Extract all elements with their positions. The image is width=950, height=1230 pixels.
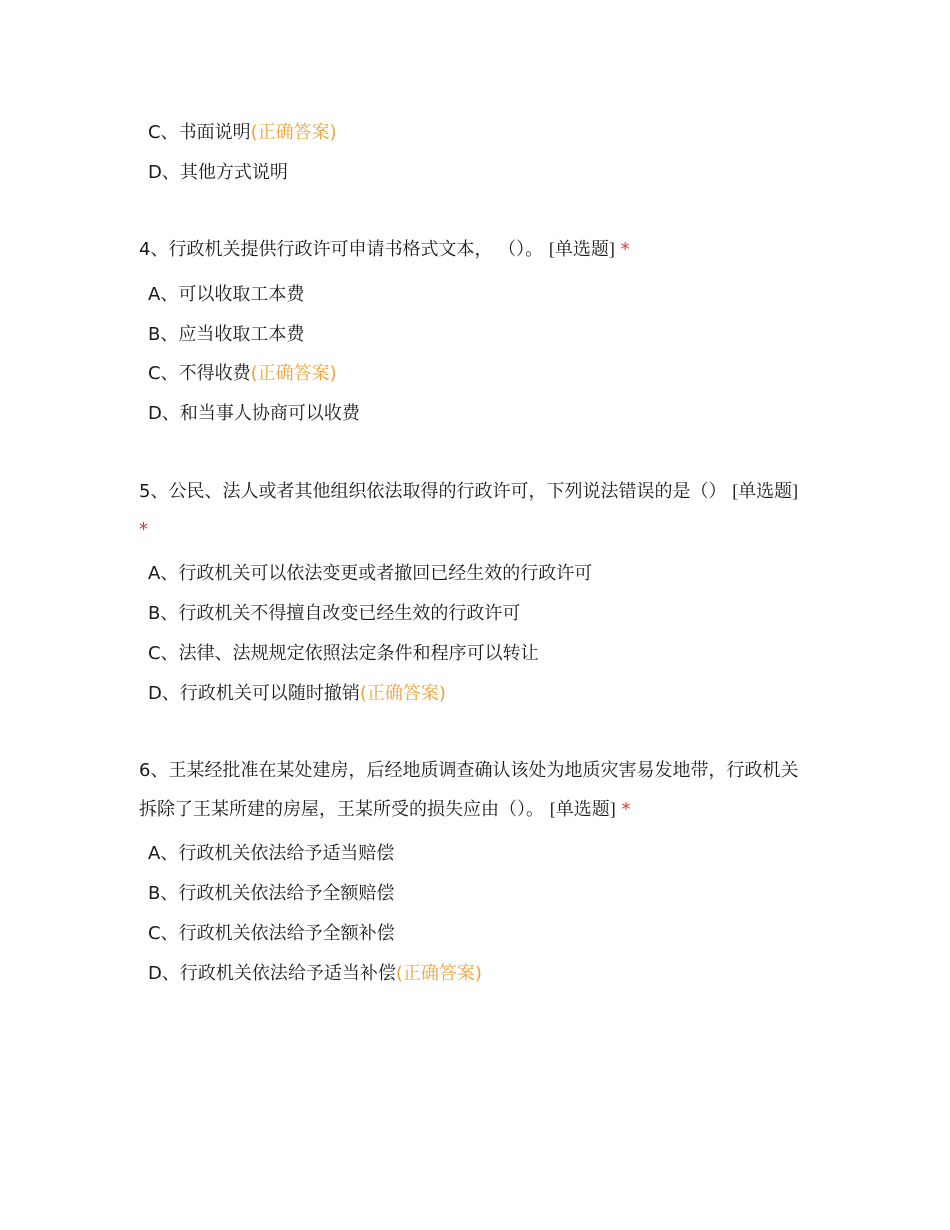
option-text: C、法律、法规规定依照法定条件和程序可以转让 <box>148 643 539 664</box>
option-text: B、行政机关不得擅自改变已经生效的行政许可 <box>148 603 521 624</box>
question-text: 5、公民、法人或者其他组织依法取得的行政许可，下列说法错误的是（） <box>139 481 727 502</box>
option-text: B、行政机关依法给予全额赔偿 <box>148 883 395 904</box>
option-text: C、书面说明 <box>148 122 251 143</box>
question-type: [单选题] <box>549 799 616 819</box>
correct-answer-tag: (正确答案) <box>250 122 337 143</box>
option-text: B、应当收取工本费 <box>148 324 305 345</box>
correct-answer-tag: (正确答案) <box>250 363 337 384</box>
option-text: D、和当事人协商可以收费 <box>148 403 360 424</box>
option-text: A、可以收取工本费 <box>148 284 305 305</box>
q4-option-c <box>148 362 337 386</box>
option-text: D、行政机关依法给予适当补偿 <box>148 963 396 984</box>
question-6 <box>139 752 809 829</box>
option-text: C、不得收费 <box>148 363 251 384</box>
q4-option-d <box>148 402 360 426</box>
required-mark: * <box>620 239 630 260</box>
q6-option-a <box>148 842 394 866</box>
q6-option-c <box>148 922 395 946</box>
q4-option-a <box>148 283 304 307</box>
question-type: [单选题] <box>732 481 799 501</box>
option-text: A、行政机关可以依法变更或者撤回已经生效的行政许可 <box>148 563 593 584</box>
question-5 <box>139 472 809 549</box>
q4-option-b <box>148 323 304 347</box>
q5-option-b <box>148 602 520 626</box>
option-text: D、其他方式说明 <box>148 162 288 183</box>
q6-option-d <box>148 962 482 986</box>
q6-option-b <box>148 882 394 906</box>
question-text: 6、王某经批准在某处建房，后经地质调查确认该处为地质灾害易发地带，行政机关拆除了王某所建的房屋，王某所受的损失应由（）。 <box>139 760 799 820</box>
question-type: [单选题] <box>548 239 615 259</box>
question-4 <box>139 230 809 269</box>
q3-option-c <box>148 121 337 145</box>
option-text: A、行政机关依法给予适当赔偿 <box>148 843 395 864</box>
q5-option-a <box>148 562 592 586</box>
q5-option-d <box>148 682 446 706</box>
correct-answer-tag: (正确答案) <box>359 683 446 704</box>
question-text: 4、行政机关提供行政许可申请书格式文本， （）。 <box>139 239 544 260</box>
required-mark: * <box>139 519 148 540</box>
option-text: D、行政机关可以随时撤销 <box>148 683 360 704</box>
option-text: C、行政机关依法给予全额补偿 <box>148 923 395 944</box>
correct-answer-tag: (正确答案) <box>395 963 482 984</box>
q5-option-c <box>148 642 539 666</box>
q3-option-d <box>148 161 288 185</box>
required-mark: * <box>621 799 631 820</box>
